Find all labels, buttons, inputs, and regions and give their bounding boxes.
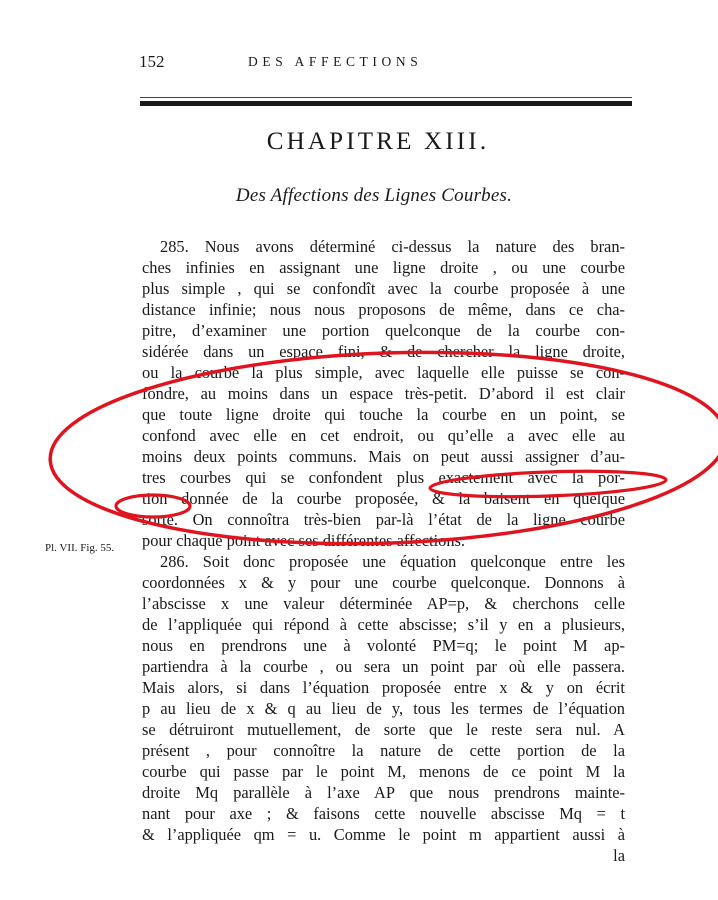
text-line: partiendra à la courbe , ou sera un point par où elle passera. xyxy=(142,657,625,676)
text-line: courbe qui passe par le point M, menons de ce point M la xyxy=(142,762,625,781)
text-line: confond avec elle en cet endroit, ou qu’elle a avec elle au xyxy=(142,426,625,445)
text-line: Mais alors, si dans l’équation proposée entre x & y on écrit xyxy=(142,678,625,697)
text-line: moins deux points communs. Mais on peut aussi assigner d’au- xyxy=(142,447,625,466)
text-line: 285. Nous avons déterminé ci-dessus la nature des bran- xyxy=(160,237,625,256)
running-title: DES AFFECTIONS xyxy=(248,54,423,69)
text-line: pour chaque point avec ses différentes affections. xyxy=(142,531,465,550)
text-line: plus simple , qui se confondît avec la courbe proposée à une xyxy=(142,279,625,298)
text-line: ches infinies en assignant une ligne droite , ou une courbe xyxy=(142,258,625,277)
text-line: sorte. On connoîtra très-bien par-là l’état de la ligne courbe xyxy=(142,510,625,529)
chapter-title: CHAPITRE XIII. xyxy=(266,128,490,155)
text-line: coordonnées x & y pour une courbe quelconque. Donnons à xyxy=(142,573,625,592)
text-line: tion donnée de la courbe proposée, & la baisent en quelque xyxy=(142,489,625,508)
chapter-subtitle: Des Affections des Lignes Courbes. xyxy=(235,185,513,206)
text-line: nous en prendrons une à volonté PM=q; le point M ap- xyxy=(142,636,625,655)
text-line: & l’appliquée qm = u. Comme le point m appartient aussi à xyxy=(142,825,625,844)
page-number: 152 xyxy=(139,52,165,71)
text-line: distance infinie; nous nous proposons de même, dans ce cha- xyxy=(142,300,625,319)
text-line: fondre, au moins dans un espace très-petit. D’abord il est clair xyxy=(142,384,625,403)
text-line: que toute ligne droite qui touche la courbe en un point, se xyxy=(142,405,625,424)
text-line: de l’appliquée qui répond à cette abscisse; s’il y en a plusieurs, xyxy=(142,615,625,634)
text-line: tres courbes qui se confondent plus exactement avec la por- xyxy=(142,468,625,487)
text-line: sidérée dans un espace fini, & de chercher la ligne droite, xyxy=(142,342,625,361)
text-line: présent , pour connoître la nature de cette portion de la xyxy=(142,741,625,760)
text-line: 286. Soit donc proposée une équation quelconque entre les xyxy=(160,552,625,571)
catchword: la xyxy=(613,846,625,865)
header-rule-thin xyxy=(140,97,632,98)
text-line: p au lieu de x & q au lieu de y, tous les termes de l’équation xyxy=(142,699,625,718)
text-line: ou la courbe la plus simple, avec laquelle elle puisse se con- xyxy=(142,363,625,382)
text-line: pitre, d’examiner une portion quelconque de la courbe con- xyxy=(142,321,625,340)
text-line: droite Mq parallèle à l’axe AP que nous prendrons mainte- xyxy=(142,783,625,802)
text-line: nant pour axe ; & faisons cette nouvelle abscisse Mq = t xyxy=(142,804,625,823)
header-rule-thick xyxy=(140,101,632,106)
text-line: l’abscisse x une valeur déterminée AP=p, & cherchons celle xyxy=(142,594,625,613)
plate-reference-note: Pl. VII. Fig. 55. xyxy=(45,542,115,554)
running-head xyxy=(0,52,718,76)
text-line: se détruiront mutuellement, de sorte que le reste sera nul. A xyxy=(142,720,625,739)
